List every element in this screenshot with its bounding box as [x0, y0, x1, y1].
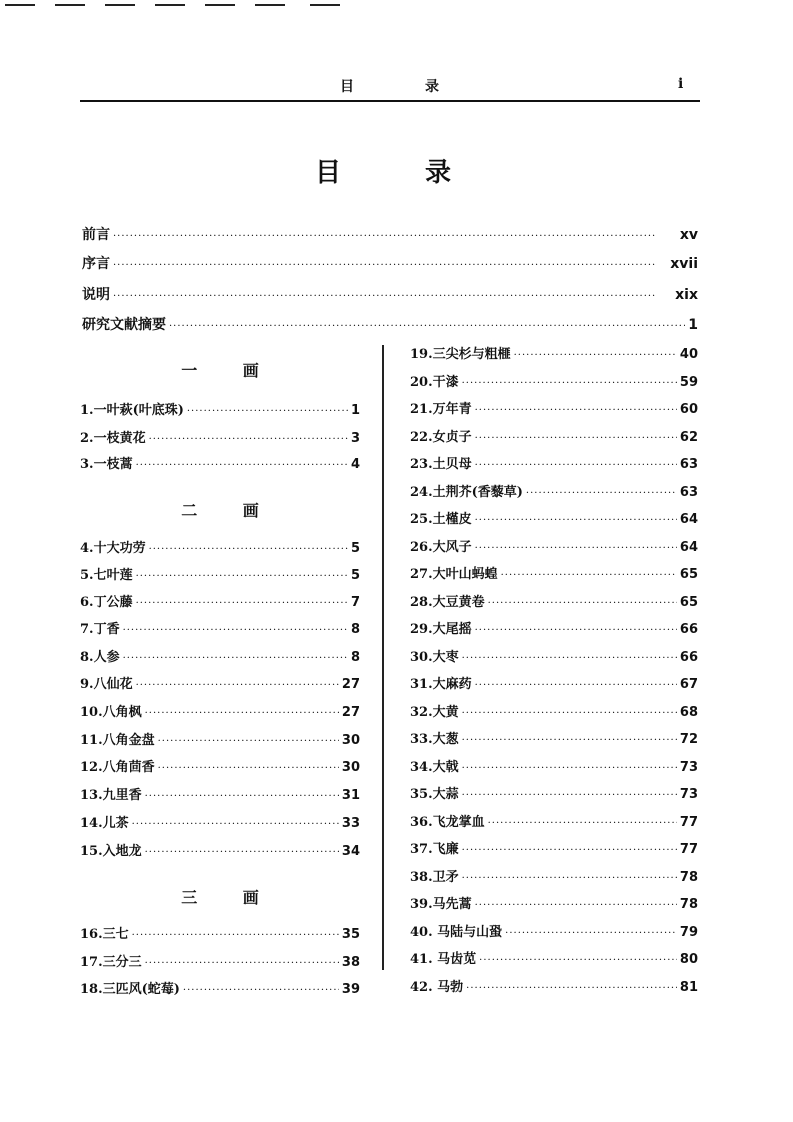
toc-entry[interactable] [410, 453, 698, 473]
dot-leader [158, 736, 339, 747]
toc-entry[interactable] [410, 398, 698, 418]
toc-entry-page: 77 [679, 814, 698, 830]
scan-mark [155, 4, 185, 6]
dot-leader [475, 680, 677, 691]
dot-leader [462, 763, 677, 774]
toc-entry[interactable] [80, 784, 360, 804]
toc-entry[interactable] [80, 673, 360, 693]
toc-entry-page: 68 [679, 704, 698, 720]
toc-entry-label: 35.大蒜 [410, 787, 459, 802]
toc-entry[interactable] [410, 673, 698, 693]
toc-entry-label: 37.飞廉 [410, 842, 459, 857]
dot-leader [462, 653, 677, 664]
toc-entry-page: 1 [688, 317, 698, 333]
toc-entry-label: 34.大戟 [410, 759, 459, 775]
toc-entry[interactable] [410, 866, 698, 886]
toc-entry-page: 31 [341, 788, 360, 803]
toc-entry-page: 80 [679, 952, 698, 967]
running-header-left: 目 [340, 79, 354, 95]
dot-leader [136, 598, 348, 609]
toc-entry[interactable] [410, 976, 698, 996]
toc-entry[interactable] [410, 536, 698, 556]
toc-entry-page: 27 [341, 677, 360, 692]
toc-entry-label: 11.八角金盘 [80, 733, 155, 748]
toc-entry[interactable] [80, 564, 360, 584]
toc-entry[interactable] [410, 371, 698, 391]
toc-entry-label: 序言 [82, 256, 110, 272]
dot-leader [475, 433, 677, 444]
toc-entry-label: 36.飞龙掌血 [410, 814, 485, 830]
toc-entry-page: 35 [341, 927, 360, 942]
toc-entry-label: 研究文献摘要 [82, 317, 166, 333]
toc-entry-page: 66 [679, 622, 698, 637]
scan-mark [255, 4, 285, 6]
toc-entry[interactable] [80, 453, 360, 473]
toc-entry[interactable] [80, 951, 360, 971]
toc-entry-label: 31.大麻药 [410, 677, 472, 692]
toc-entry-page: 33 [341, 816, 360, 831]
toc-entry-label: 18.三匹风(蛇莓) [80, 982, 180, 997]
toc-entry-page: 64 [679, 539, 698, 555]
toc-entry-page: 72 [679, 732, 698, 747]
toc-entry[interactable] [410, 426, 698, 446]
toc-entry-page: 79 [679, 924, 698, 940]
toc-entry[interactable] [80, 923, 360, 943]
dot-leader [123, 653, 348, 664]
dot-leader [136, 460, 348, 471]
page-title-right: 录 [425, 158, 452, 188]
dot-leader [475, 625, 677, 636]
toc-entry-label: 2.一枝黄花 [80, 431, 146, 446]
toc-entry[interactable] [410, 783, 698, 803]
scan-mark [5, 4, 35, 6]
toc-entry-label: 1.一叶萩(叶底珠) [80, 403, 184, 418]
toc-entry[interactable] [80, 427, 360, 447]
section-heading: 一 画 [181, 361, 259, 380]
toc-entry[interactable] [410, 728, 698, 748]
toc-entry-page: 73 [679, 759, 698, 775]
toc-entry-label: 10.八角枫 [80, 705, 142, 720]
toc-entry-page: 73 [679, 787, 698, 802]
dot-leader [475, 543, 677, 554]
toc-entry[interactable] [410, 921, 698, 941]
dot-leader [113, 260, 667, 271]
dot-leader [475, 515, 677, 526]
toc-entry[interactable] [82, 314, 698, 334]
toc-entry-page: 40 [679, 347, 698, 362]
toc-entry[interactable] [410, 948, 698, 968]
toc-entry-label: 前言 [82, 227, 110, 243]
toc-entry-page: 8 [350, 622, 360, 637]
toc-entry[interactable] [410, 508, 698, 528]
dot-leader [475, 405, 677, 416]
toc-entry-label: 说明 [82, 287, 110, 303]
toc-entry[interactable] [80, 399, 360, 419]
toc-entry-page: 66 [679, 649, 698, 665]
toc-entry-label: 27.大叶山蚂蝗 [410, 567, 498, 582]
toc-entry[interactable] [80, 840, 360, 860]
header-rule [80, 100, 700, 102]
toc-entry-label: 7.丁香 [80, 622, 120, 637]
dot-leader [132, 930, 339, 941]
toc-entry[interactable] [80, 646, 360, 666]
dot-leader [488, 598, 677, 609]
toc-entry-page: 4 [350, 457, 360, 472]
dot-leader [462, 790, 677, 801]
dot-leader [475, 460, 677, 471]
toc-entry-page: 78 [679, 869, 698, 885]
toc-entry-label: 28.大豆黄卷 [410, 594, 485, 610]
toc-entry-page: 63 [679, 484, 698, 500]
toc-entry-label: 17.三分三 [80, 955, 142, 970]
scan-mark [55, 4, 85, 6]
toc-entry-page: 8 [350, 650, 360, 665]
dot-leader [145, 847, 339, 858]
toc-entry[interactable] [80, 978, 360, 998]
toc-entry[interactable] [82, 284, 698, 304]
toc-entry-label: 42. 马勃 [410, 979, 464, 995]
dot-leader [158, 763, 339, 774]
toc-entry-label: 25.土槿皮 [410, 512, 472, 527]
toc-entry-page: 5 [350, 541, 360, 556]
dot-leader [183, 985, 339, 996]
dot-leader [149, 434, 348, 445]
toc-entry-label: 8.人参 [80, 650, 120, 665]
section-heading: 二 画 [181, 501, 259, 520]
toc-entry[interactable] [410, 618, 698, 638]
dot-leader [462, 845, 677, 856]
section-heading: 三 画 [181, 888, 259, 907]
toc-entry-page: 7 [350, 595, 360, 610]
dot-leader [462, 735, 677, 746]
toc-entry-page: xvii [670, 256, 698, 272]
dot-leader [149, 544, 348, 555]
toc-entry-page: xv [679, 227, 698, 243]
toc-entry[interactable] [80, 537, 360, 557]
toc-entry-label: 23.土贝母 [410, 457, 472, 472]
dot-leader [505, 928, 677, 939]
toc-entry[interactable] [82, 253, 698, 273]
dot-leader [123, 625, 348, 636]
toc-entry[interactable] [80, 591, 360, 611]
toc-entry-label: 5.七叶莲 [80, 568, 133, 583]
toc-entry[interactable] [80, 618, 360, 638]
dot-leader [136, 571, 348, 582]
toc-entry-label: 9.八仙花 [80, 677, 133, 692]
toc-entry-label: 33.大葱 [410, 732, 459, 747]
dot-leader [479, 955, 677, 966]
dot-leader [462, 378, 677, 389]
toc-entry-page: 39 [341, 982, 360, 997]
toc-entry-label: 12.八角茴香 [80, 760, 155, 775]
toc-entry-label: 6.丁公藤 [80, 595, 133, 610]
toc-entry-page: 65 [679, 567, 698, 582]
toc-entry-page: 60 [679, 402, 698, 417]
toc-entry[interactable] [410, 481, 698, 501]
toc-entry-page: 5 [350, 568, 360, 583]
toc-entry-page: xix [675, 287, 698, 303]
toc-entry-page: 38 [341, 955, 360, 970]
page-title-left: 目 [315, 158, 342, 188]
toc-entry[interactable] [80, 756, 360, 776]
toc-entry[interactable] [80, 729, 360, 749]
dot-leader [488, 818, 677, 829]
toc-entry-label: 13.九里香 [80, 788, 142, 803]
dot-leader [462, 873, 677, 884]
scan-mark [205, 4, 235, 6]
dot-leader [113, 231, 677, 242]
toc-entry-label: 30.大枣 [410, 649, 459, 665]
toc-entry-page: 30 [341, 733, 360, 748]
toc-entry-label: 3.一枝蒿 [80, 457, 133, 472]
toc-entry-label: 32.大黄 [410, 704, 459, 720]
page-number: i [678, 76, 684, 92]
toc-entry-label: 22.女贞子 [410, 429, 472, 445]
dot-leader [526, 488, 677, 499]
dot-leader [132, 819, 339, 830]
scan-mark [310, 4, 340, 6]
toc-entry-page: 30 [341, 760, 360, 775]
toc-entry[interactable] [410, 591, 698, 611]
toc-entry[interactable] [410, 701, 698, 721]
toc-entry-page: 64 [679, 512, 698, 527]
toc-entry[interactable] [80, 701, 360, 721]
toc-entry-page: 3 [350, 431, 360, 446]
dot-leader [145, 958, 339, 969]
toc-entry-label: 26.大风子 [410, 539, 472, 555]
toc-entry-page: 77 [679, 842, 698, 857]
toc-entry-label: 40. 马陆与山蛩 [410, 924, 503, 940]
toc-entry[interactable] [410, 838, 698, 858]
toc-entry-label: 24.土荆芥(香藜草) [410, 484, 523, 500]
toc-entry-label: 41. 马齿苋 [410, 952, 477, 967]
toc-entry-label: 4.十大功劳 [80, 541, 146, 556]
dot-leader [475, 900, 677, 911]
toc-entry-page: 34 [341, 844, 360, 859]
dot-leader [169, 321, 685, 332]
toc-entry[interactable] [80, 812, 360, 832]
toc-entry-page: 27 [341, 705, 360, 720]
toc-entry-page: 62 [679, 429, 698, 445]
toc-entry[interactable] [82, 224, 698, 244]
toc-entry[interactable] [410, 756, 698, 776]
toc-entry-label: 20.干漆 [410, 374, 459, 390]
scan-mark [105, 4, 135, 6]
toc-entry-label: 38.卫矛 [410, 869, 459, 885]
toc-entry[interactable] [410, 893, 698, 913]
dot-leader [466, 983, 677, 994]
toc-entry-page: 59 [679, 374, 698, 390]
toc-entry-label: 29.大尾摇 [410, 622, 472, 637]
dot-leader [145, 791, 339, 802]
toc-entry-label: 19.三尖杉与粗榧 [410, 347, 511, 362]
dot-leader [462, 708, 677, 719]
running-header-right: 录 [425, 79, 439, 95]
dot-leader [514, 350, 677, 361]
toc-entry[interactable] [410, 343, 698, 363]
dot-leader [187, 406, 348, 417]
dot-leader [113, 291, 672, 302]
toc-entry-label: 14.儿茶 [80, 816, 129, 831]
toc-entry[interactable] [410, 811, 698, 831]
toc-entry-label: 16.三七 [80, 927, 129, 942]
dot-leader [145, 708, 339, 719]
toc-entry-label: 39.马先蒿 [410, 897, 472, 912]
toc-entry-page: 63 [679, 457, 698, 472]
dot-leader [501, 570, 677, 581]
toc-entry-page: 78 [679, 897, 698, 912]
toc-entry-page: 67 [679, 677, 698, 692]
toc-entry[interactable] [410, 563, 698, 583]
toc-entry-label: 15.入地龙 [80, 844, 142, 859]
toc-entry-page: 81 [679, 979, 698, 995]
toc-entry-page: 65 [679, 594, 698, 610]
toc-entry-page: 1 [350, 403, 360, 418]
toc-entry-label: 21.万年青 [410, 402, 472, 417]
dot-leader [136, 680, 339, 691]
column-divider [382, 345, 384, 970]
toc-entry[interactable] [410, 646, 698, 666]
